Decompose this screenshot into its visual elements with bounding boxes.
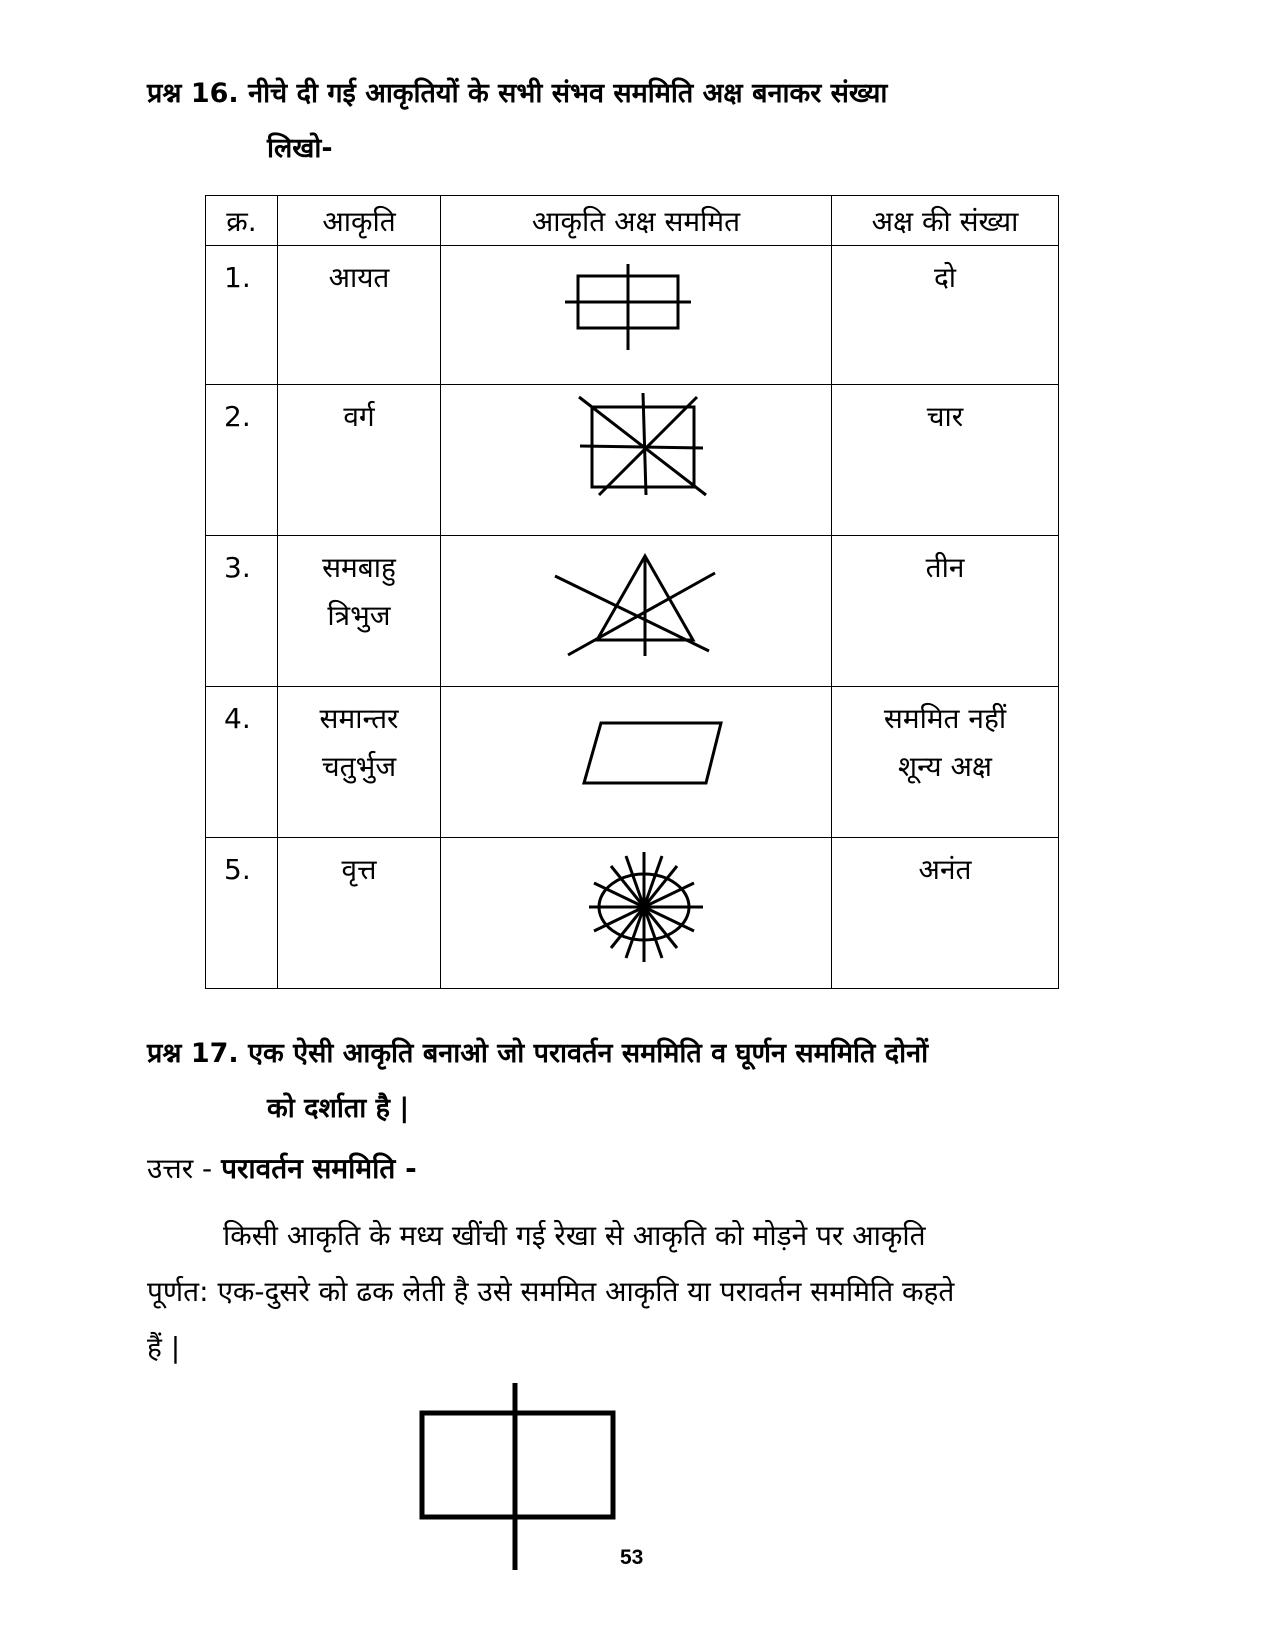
axis-count: दो [933,261,957,294]
symmetry-table [205,195,1059,989]
figure-cell [441,536,832,687]
axis-count-line: शून्य अक्ष [898,750,992,783]
answer-label: उत्तर - [147,1152,222,1185]
row-number: 5. [224,853,251,886]
axis-count: तीन [925,551,965,584]
square-symmetry-figure [441,385,831,535]
shape-name: आयत [328,261,390,294]
header-axis-count: अक्ष की संख्या [832,196,1059,246]
rectangle-symmetry-figure [441,246,831,384]
triangle-symmetry-figure [441,536,831,686]
axis-count: चार [926,400,964,433]
answer-heading: परावर्तन सममिति - [221,1152,417,1185]
figure-cell [441,246,832,385]
header-serial: क्र. [206,196,278,246]
question-16-title-continued: लिखो- [267,133,333,164]
row-number: 3. [224,551,251,584]
figure-cell [441,838,832,989]
table-row [206,246,1059,385]
answer-paragraph-line: हैं | [147,1331,181,1364]
axis-count: अनंत [918,853,972,886]
question-17-title: प्रश्न 17. एक ऐसी आकृति बनाओ जो परावर्तन सममिति व घूर्णन सममिति दोनों [147,1038,929,1069]
answer-paragraph-line: पूर्णत: एक-दुसरे को ढक लेती है उसे सममित आकृति या परावर्तन सममिति कहते [147,1275,955,1308]
page-number: 53 [620,1546,644,1569]
row-number: 2. [224,400,251,433]
header-shape: आकृति [278,196,441,246]
table-row [206,536,1059,687]
figure-cell [441,385,832,536]
axis-count-line: सममित नहीं [883,702,1007,735]
table-row [206,687,1059,838]
shape-name-line: समान्तर [319,702,399,735]
table-header-row [206,196,1059,246]
table-row [206,838,1059,989]
question-16-title: प्रश्न 16. नीचे दी गई आकृतियों के सभी संभव सममिति अक्ष बनाकर संख्या [147,78,888,109]
shape-name: वर्ग [343,400,375,433]
parallelogram-figure [441,687,831,837]
row-number: 4. [224,702,251,735]
row-number: 1. [224,261,251,294]
shape-name-line: त्रिभुज [327,599,391,632]
header-symmetry-axis: आकृति अक्ष सममित [441,196,832,246]
shape-name: वृत्त [341,853,377,886]
shape-name-line: चतुर्भुज [321,750,397,783]
answer-heading-line [147,1152,417,1185]
table-row [206,385,1059,536]
answer-paragraph-line: किसी आकृति के मध्य खींची गई रेखा से आकृति को मोड़ने पर आकृति [223,1219,926,1252]
reflection-symmetry-figure [400,1380,630,1580]
shape-name-line: समबाहु [322,551,396,584]
figure-cell [441,687,832,838]
question-17-title-continued: को दर्शाता है | [267,1093,410,1124]
circle-symmetry-figure [441,838,831,988]
